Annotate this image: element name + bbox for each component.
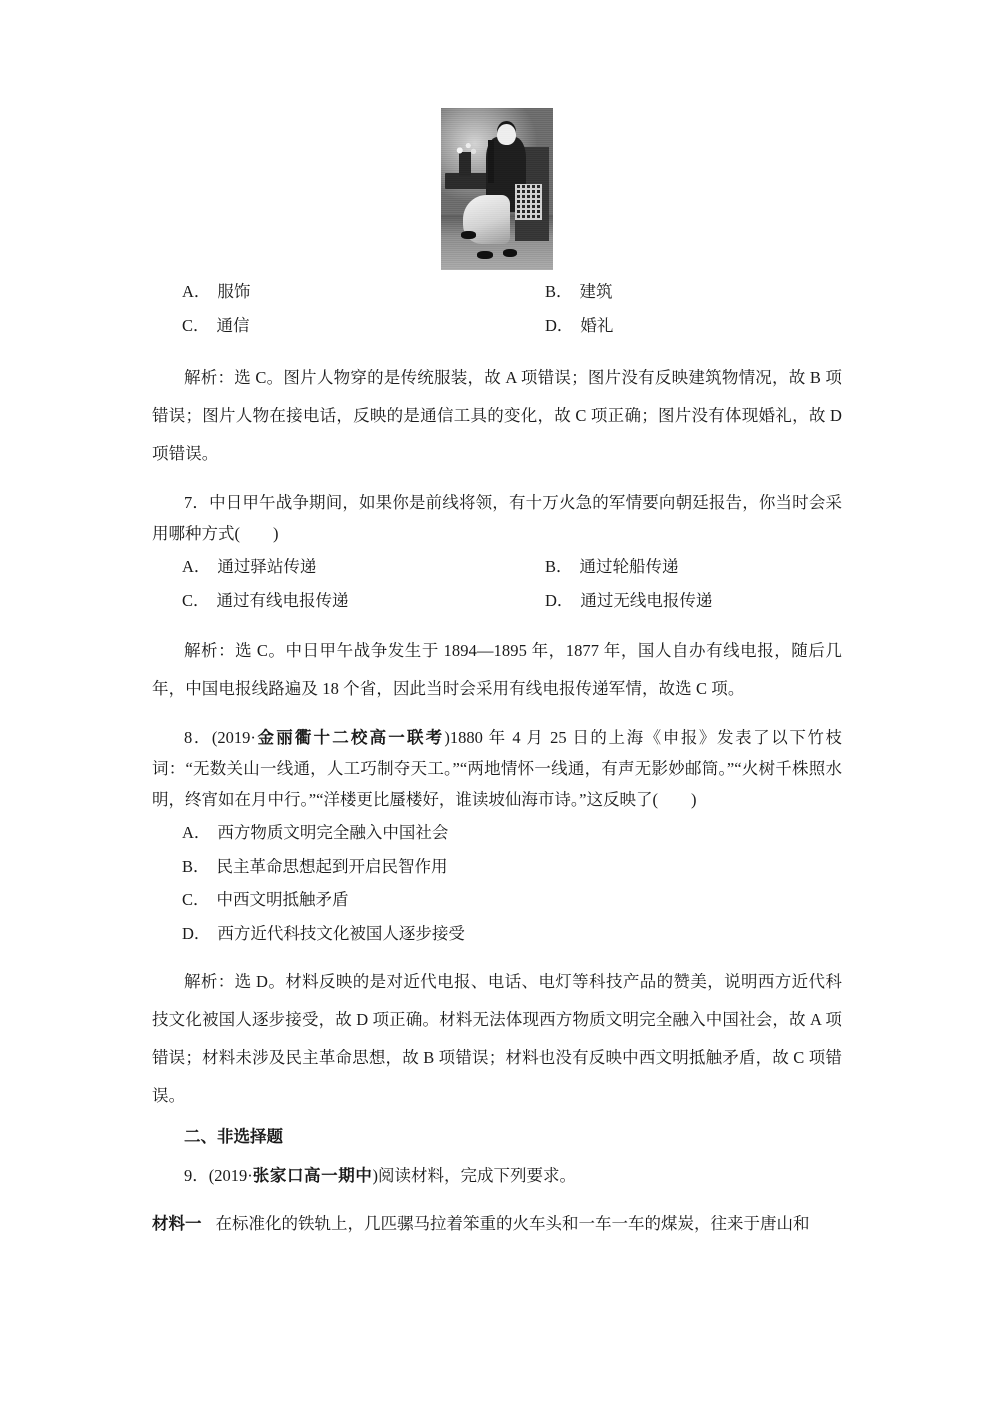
- q8-stem-text: 1880 年 4 月 25 日的上海《申报》发表了以下竹枝词：“无数关山一线通，人工巧制夺天工。”“两地情怀一线通，有声无影妙邮筒。”“火树千株照水明，终宵如在月中行。”“洋楼更比蜃楼好，谁读坡仙海市诗。”这反映了( ): [152, 728, 843, 809]
- q6-option-d-label: D．: [545, 315, 574, 335]
- q6-option-a[interactable]: [182, 284, 545, 301]
- q9-material-text: 在标准化的铁轨上，几匹骡马拉着笨重的火车头和一车一车的煤炭，往来于唐山和: [215, 1213, 810, 1233]
- q8-option-b[interactable]: [152, 856, 842, 876]
- q6-option-b[interactable]: [545, 284, 613, 301]
- q8-option-a[interactable]: [152, 825, 842, 842]
- q8-option-c-label: C．: [182, 890, 210, 909]
- page-content: [152, 108, 842, 1243]
- q9-source-prefix: (2019·: [208, 1165, 253, 1185]
- q8-option-d[interactable]: [152, 923, 842, 943]
- q9-stem-text: 阅读材料，完成下列要求。: [377, 1165, 576, 1185]
- q8-option-a-label: A．: [182, 823, 211, 842]
- q7-option-row-ab: [152, 559, 842, 576]
- q9-number: 9．: [184, 1165, 209, 1185]
- q6-option-d-text: 婚礼: [580, 315, 614, 335]
- q8-number: 8．: [184, 728, 212, 747]
- q7-stem-text: 中日甲午战争期间，如果你是前线将领，有十万火急的军情要向朝廷报告，你当时会采用哪种方式( ): [152, 493, 843, 543]
- q8-option-b-label: B．: [182, 856, 210, 876]
- q8-source-bold: 金丽衢十二校高一联考: [255, 728, 445, 747]
- q6-option-c[interactable]: [182, 315, 545, 335]
- q7-analysis: 解析：选 C。中日甲午战争发生于 1894—1895 年，1877 年，国人自办有线电报，随后几年，中国电报线路遍及 18 个省，因此当时会采用有线电报传递军情，故选 C 项。: [152, 641, 842, 698]
- q8-option-c-text: 中西文明抵触矛盾: [216, 890, 349, 909]
- q6-option-c-text: 通信: [216, 315, 250, 335]
- q7-option-a-text: 通过驿站传递: [217, 557, 317, 576]
- section-2-heading: 二、非选择题: [184, 1127, 283, 1146]
- q8-option-a-text: 西方物质文明完全融入中国社会: [217, 823, 449, 842]
- q8-option-c[interactable]: [152, 892, 842, 909]
- q6-option-row-ab: [152, 284, 842, 301]
- q8-stem: [152, 722, 842, 815]
- q7-option-a-label: A．: [182, 557, 211, 576]
- q6-option-a-text: 服饰: [217, 282, 251, 301]
- q9-material-one: [152, 1205, 842, 1243]
- q7-stem: [152, 487, 842, 549]
- q6-option-d[interactable]: [545, 315, 614, 335]
- q8-option-b-text: 民主革命思想起到开启民智作用: [216, 856, 448, 876]
- q9-stem: [152, 1160, 842, 1191]
- q8-option-d-label: D．: [182, 923, 211, 943]
- q7-option-a[interactable]: [182, 559, 545, 576]
- q7-option-b-text: 通过轮船传递: [579, 557, 679, 576]
- q6-analysis: 解析：选 C。图片人物穿的是传统服装，故 A 项错误；图片没有反映建筑物情况，故 B 项错误；图片人物在接电话，反映的是通信工具的变化，故 C 项正确；图片没有体现婚礼，故 D 项错误。: [152, 368, 842, 463]
- q7-option-d-label: D．: [545, 590, 574, 610]
- q7-option-c-label: C．: [182, 590, 210, 610]
- q7-option-d[interactable]: [545, 590, 713, 610]
- q7-option-b-label: B．: [545, 557, 573, 576]
- q7-option-c[interactable]: [182, 590, 545, 610]
- q9-material-label: 材料一: [152, 1213, 202, 1233]
- q7-number: 7．: [184, 493, 210, 512]
- photo-grain-overlay: [441, 108, 553, 270]
- q9-source-suffix: ): [372, 1165, 378, 1185]
- historical-photo-person-on-telephone: [441, 108, 553, 270]
- q8-option-d-text: 西方近代科技文化被国人逐步接受: [217, 923, 465, 943]
- figure-container: [152, 108, 842, 270]
- q8-analysis: 解析：选 D。材料反映的是对近代电报、电话、电灯等科技产品的赞美，说明西方近代科技文化被国人逐步接受，故 D 项正确。材料无法体现西方物质文明完全融入中国社会，故 A 项错误；材料未涉及民主革命思想，故 B 项错误；材料也没有反映中西文明抵触矛盾，故 C 项错误。: [152, 972, 842, 1105]
- q7-option-b[interactable]: [545, 559, 679, 576]
- q6-option-a-label: A．: [182, 282, 211, 301]
- q7-option-c-text: 通过有线电报传递: [216, 590, 349, 610]
- q6-option-b-label: B．: [545, 282, 573, 301]
- q7-option-d-text: 通过无线电报传递: [580, 590, 713, 610]
- q8-source-prefix: (2019·: [211, 728, 256, 747]
- q6-option-b-text: 建筑: [579, 282, 613, 301]
- q8-source-suffix: ): [444, 728, 450, 747]
- q7-option-row-cd: [152, 590, 842, 610]
- q9-source-bold: 张家口高一期中: [252, 1165, 373, 1185]
- q6-option-row-cd: [152, 315, 842, 335]
- q6-option-c-label: C．: [182, 315, 210, 335]
